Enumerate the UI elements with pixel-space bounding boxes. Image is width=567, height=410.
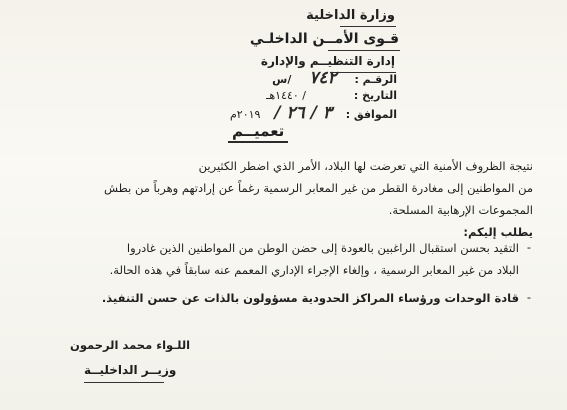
bullet-dash-2: - xyxy=(526,290,531,304)
reference-number-suffix: /س xyxy=(272,73,292,86)
intro-line-3: المجموعات الإرهابية المسلحة. xyxy=(388,203,533,217)
document-title: تعميــم xyxy=(232,122,285,140)
signatory-name: اللـواء محمد الرحمون xyxy=(70,338,191,352)
bullet-2-line-1: قادة الوحدات ورؤساء المراكز الحدودية مسؤولون بالذات عن حسن التنفيذ. xyxy=(101,291,519,305)
reference-date-row xyxy=(266,89,397,102)
forces-underline xyxy=(328,50,400,51)
reference-gregorian-suffix: ٢٠١٩م xyxy=(229,108,261,121)
reference-number-row xyxy=(272,68,397,88)
reference-date-label: التاريخ : xyxy=(353,89,397,102)
forces-name: قـوى الأمــن الداخلـي xyxy=(249,31,399,47)
intro-line-2: من المواطنين إلى مغادرة القطر من غير المعابر الرسمية رغماً عن إرادتهم وهرباً من بطش xyxy=(104,181,533,195)
intro-line-1: نتيجة الظروف الأمنية التي تعرضت لها البلاد، الأمر الذي اضطر الكثيرين xyxy=(198,159,533,173)
request-heading: يطلب إليكم: xyxy=(463,225,533,239)
ministry-name: وزارة الداخلية xyxy=(306,8,395,23)
reference-number-label: الرقـم : xyxy=(354,73,397,86)
reference-gregorian-value: ٣ / ٢٦ / xyxy=(274,103,332,123)
bullet-1-line-2: البلاد من غير المعابر الرسمية ، وإلغاء الإجراء الإداري المعمم عنه سابقاً في هذه الحالة. xyxy=(109,263,519,277)
reference-date-value: / ١٤٤٠هـ xyxy=(266,89,307,102)
signatory-title: وزيــر الداخليــة xyxy=(84,363,177,377)
reference-gregorian-label: الموافق : xyxy=(345,108,397,121)
reference-gregorian-row xyxy=(230,103,397,123)
title-underline xyxy=(228,141,288,143)
reference-number-value: ٧٤٢ xyxy=(309,68,337,88)
ministry-underline xyxy=(340,26,396,27)
department-name: إدارة التنظيــم والإدارة xyxy=(260,54,395,68)
signature-underline xyxy=(84,382,164,383)
bullet-dash-1: - xyxy=(526,240,531,254)
bullet-1-line-1: التقيد بحسن استقبال الراغبين بالعودة إلى حضن الوطن من المواطنين الذين غادروا xyxy=(126,241,519,255)
